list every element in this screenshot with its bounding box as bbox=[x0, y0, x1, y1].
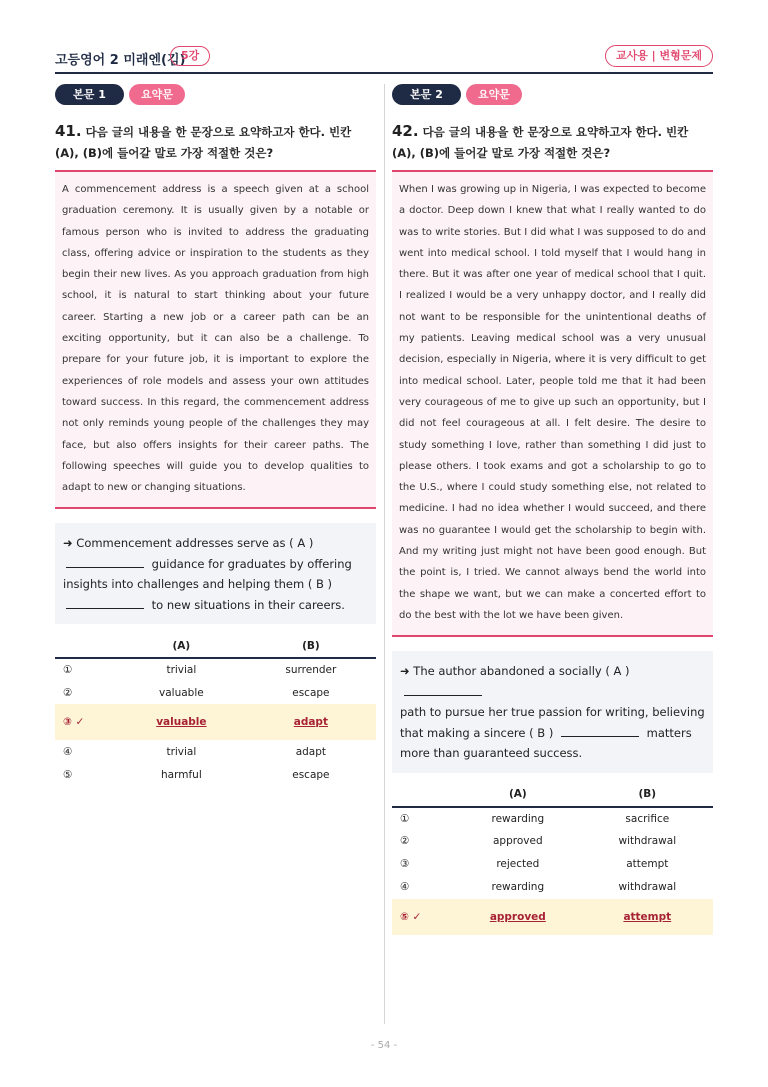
summary-box bbox=[55, 523, 376, 624]
blank-a bbox=[66, 556, 144, 568]
choice-b: withdrawal bbox=[618, 835, 677, 848]
choice-row[interactable] bbox=[55, 763, 376, 786]
choice-a: trivial bbox=[166, 745, 197, 758]
choice-b: surrender bbox=[285, 664, 337, 677]
choice-b: withdrawal bbox=[618, 881, 677, 894]
header-a: (A) bbox=[117, 634, 246, 658]
summary-part-3: to new situations in their careers. bbox=[151, 597, 345, 612]
summary-part-2: guidance for graduates by offering insights into challenges and helping them ( B ) bbox=[63, 556, 352, 592]
choice-number: ④ bbox=[63, 745, 73, 758]
summary-part-1: ➜ The author abandoned a socially ( A ) bbox=[400, 664, 630, 679]
blank-b bbox=[66, 597, 144, 609]
choice-b: attempt bbox=[626, 858, 669, 871]
choice-number: ② bbox=[400, 835, 410, 848]
header-b: (B) bbox=[246, 634, 376, 658]
table-header-row bbox=[55, 634, 376, 658]
choice-number: ② bbox=[63, 686, 73, 699]
choice-number: ④ bbox=[400, 881, 410, 894]
choice-number: ⑤ ✓ bbox=[392, 899, 454, 935]
choice-row[interactable] bbox=[55, 740, 376, 763]
question-title bbox=[392, 121, 713, 164]
column-divider bbox=[384, 84, 385, 1024]
type-tag: 요약문 bbox=[129, 84, 185, 105]
question-text: 다음 글의 내용을 한 문장으로 요약하고자 한다. 빈칸 (A), (B)에 들어갈 말로 가장 적절한 것은? bbox=[55, 125, 352, 160]
choice-number: ① bbox=[63, 664, 73, 677]
choice-a: trivial bbox=[166, 664, 197, 677]
blank-b bbox=[561, 725, 639, 737]
choice-a: rewarding bbox=[491, 812, 545, 825]
passage-tag: 본문 1 bbox=[55, 84, 124, 105]
question-text: 다음 글의 내용을 한 문장으로 요약하고자 한다. 빈칸 (A), (B)에 들어갈 말로 가장 적절한 것은? bbox=[392, 125, 689, 160]
page-number: - 54 - bbox=[370, 1040, 398, 1051]
choice-number: ⑤ bbox=[63, 768, 73, 781]
header-a: (A) bbox=[454, 783, 582, 807]
passage-bottom-rule bbox=[392, 635, 713, 637]
choice-number: ③ ✓ bbox=[55, 704, 117, 740]
choices-table bbox=[392, 783, 713, 935]
choice-row[interactable] bbox=[392, 830, 713, 853]
question-number: 42. bbox=[392, 122, 419, 140]
header-num bbox=[392, 783, 454, 807]
choice-a: approved bbox=[493, 835, 543, 848]
choice-number: ① bbox=[400, 812, 410, 825]
choice-b: adapt bbox=[295, 745, 327, 758]
choice-row-answer[interactable] bbox=[392, 899, 713, 935]
header-title: 고등영어 2 미래엔(김) bbox=[55, 53, 186, 68]
lesson-badge: 5강 bbox=[170, 46, 210, 66]
choice-a: harmful bbox=[161, 768, 202, 781]
type-tag: 요약문 bbox=[466, 84, 522, 105]
question-title bbox=[55, 121, 376, 164]
passage-bottom-rule bbox=[55, 507, 376, 509]
choice-a: approved bbox=[454, 899, 582, 935]
header-num bbox=[55, 634, 117, 658]
page-header bbox=[55, 44, 713, 74]
passage: A commencement address is a speech given at a school graduation ceremony. It is usually given by a notable or famous person who is invited to address the graduating class, offering advice or inspiration to the students as they begin their new lives. As you approach graduation from high school, it is natural to start thinking about your future career. Starting a new job or a career path can be an exciting opportunity, but it can also be a challenge. To prepare for your future job, it is important to explore the experiences of role models and assess your own attitudes toward success. In this regard, the commencement address not only reminds young people of the challenges they may face, but also offers insights for their career paths. The following speeches will guide you to develop qualities to adapt to new or changing situations. bbox=[55, 172, 376, 507]
table-header-row bbox=[392, 783, 713, 807]
choice-row[interactable] bbox=[55, 658, 376, 681]
choice-row[interactable] bbox=[392, 853, 713, 876]
header-b: (B) bbox=[582, 783, 713, 807]
choice-b: sacrifice bbox=[625, 812, 670, 825]
choice-b: attempt bbox=[582, 899, 713, 935]
choice-row[interactable] bbox=[55, 681, 376, 704]
tag-row bbox=[392, 84, 713, 106]
choice-b: escape bbox=[292, 686, 330, 699]
tag-row bbox=[55, 84, 376, 106]
choice-b: escape bbox=[292, 768, 330, 781]
question-42 bbox=[392, 84, 713, 935]
question-41 bbox=[55, 84, 376, 786]
choice-row-answer[interactable] bbox=[55, 704, 376, 740]
choices-table bbox=[55, 634, 376, 786]
choice-b: adapt bbox=[246, 704, 376, 740]
summary-box bbox=[392, 651, 713, 773]
blank-a bbox=[404, 684, 482, 696]
choice-a: rewarding bbox=[491, 881, 545, 894]
choice-a: rejected bbox=[496, 858, 540, 871]
teacher-badge: 교사용 | 변형문제 bbox=[605, 45, 713, 67]
passage-tag: 본문 2 bbox=[392, 84, 461, 105]
choice-row[interactable] bbox=[392, 807, 713, 830]
choice-a: valuable bbox=[159, 686, 204, 699]
choice-a: valuable bbox=[117, 704, 246, 740]
summary-part-2: path to pursue her true passion for writing, believing that making a sincere ( B ) bbox=[400, 705, 705, 740]
question-number: 41. bbox=[55, 122, 82, 140]
passage: When I was growing up in Nigeria, I was expected to become a doctor. Deep down I knew that what I really wanted to do was to write stories. But I did what I was supposed to do and went into medical school. I told myself that I would hang in there. But it was after one year of medical school that I quit. I realized I would be a very unhappy doctor, and I really did not want to be responsible for the unintentional deaths of my patients. Leaving medical school was a very unusual decision, especially in Nigeria, where it is very difficult to get into medical school. Later, people told me that it had been very courageous of me to give up such an opportunity, but I did not feel courageous at all. I felt desire. The desire to study something I love, rather than something I did just to please others. I took exams and got a scholarship to go to the U.S., where I could study something else, not related to medicine. I had no idea whether I would succeed, and there was no guarantee I would get the scholarship to begin with. And my writing just might not have been good enough. But the point is, I tried. We cannot always bend the world into the shape we want, but we can make a concerted effort to do the best with the lot we have been given. bbox=[392, 172, 713, 635]
summary-part-1: ➜ Commencement addresses serve as ( A ) bbox=[63, 536, 314, 551]
summary-part-3: matters more than guaranteed success. bbox=[400, 725, 692, 761]
choice-row[interactable] bbox=[392, 876, 713, 899]
choice-number: ③ bbox=[400, 858, 410, 871]
